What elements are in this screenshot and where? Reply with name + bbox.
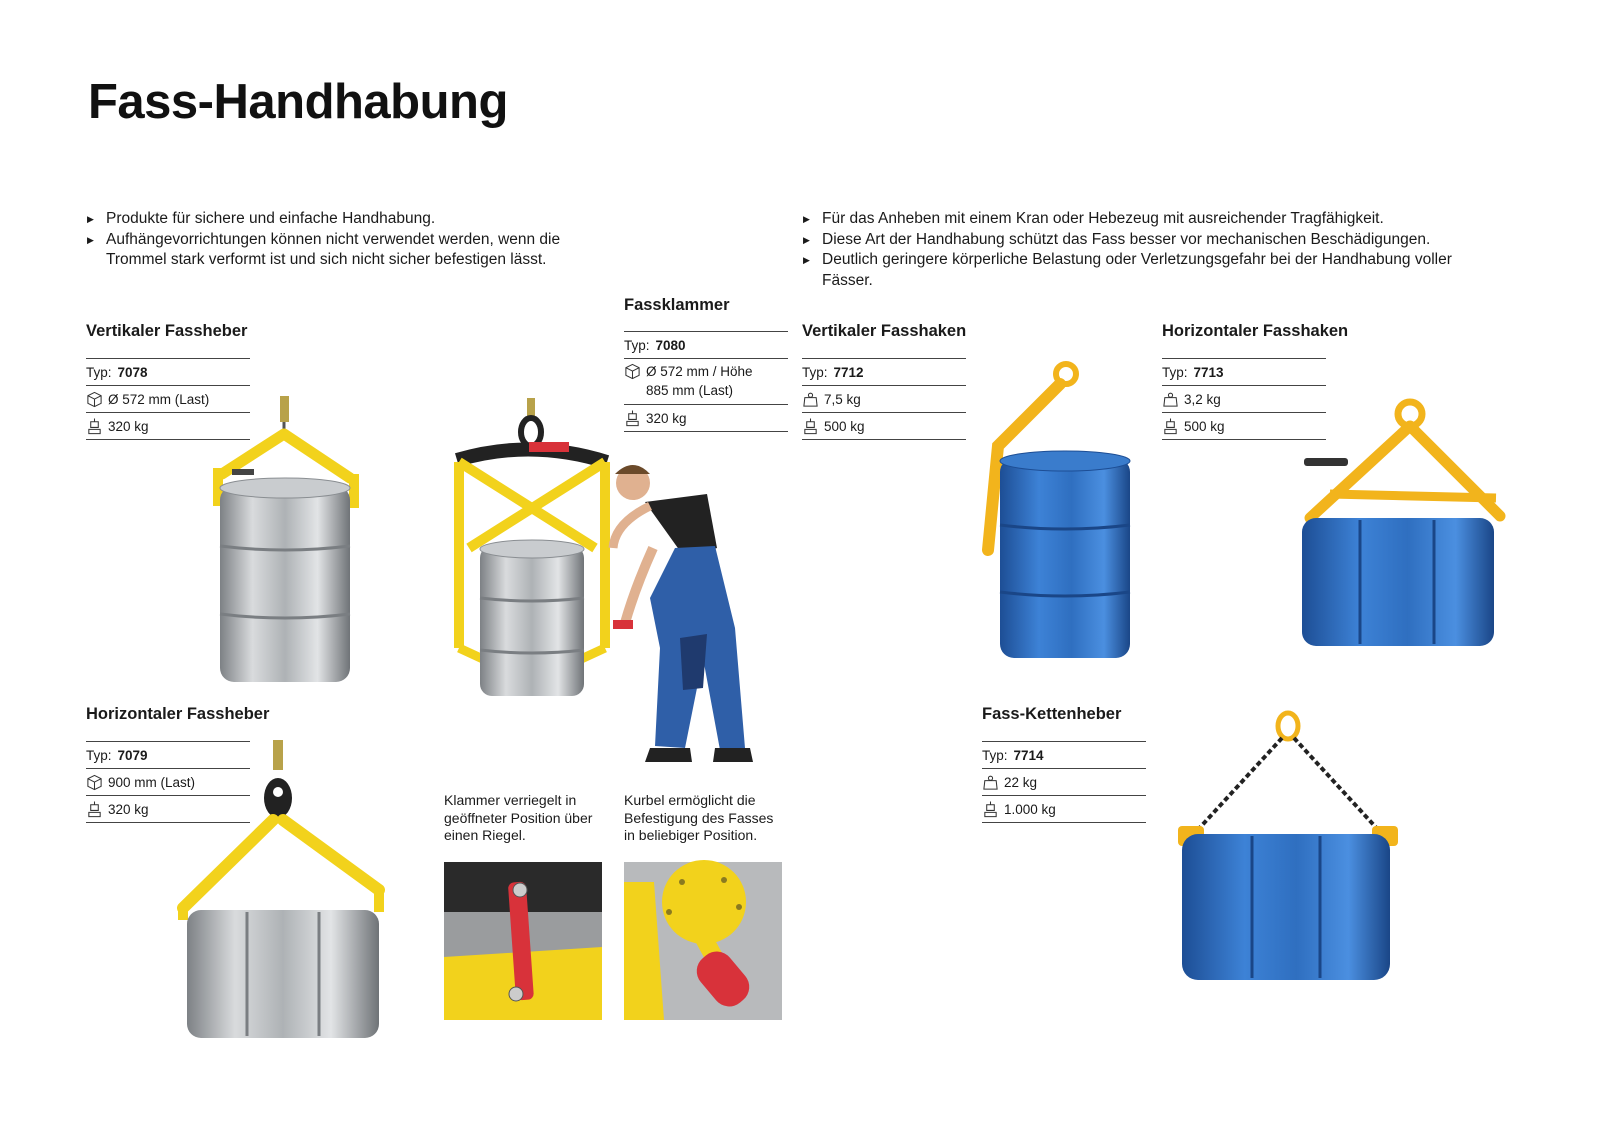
spec-row-weight bbox=[802, 386, 966, 413]
list-item: ▶ Produkte für sichere und einfache Handhabung. bbox=[86, 209, 606, 230]
capacity-value: 320 kg bbox=[646, 410, 687, 426]
size-value: 900 mm (Last) bbox=[108, 774, 196, 790]
dimension-icon bbox=[624, 362, 646, 380]
page-title: Fass-Handhabung bbox=[88, 75, 508, 129]
product-title-fassklammer: Fassklammer bbox=[624, 296, 730, 314]
spec-row-capacity bbox=[802, 413, 966, 440]
type-value: 7712 bbox=[833, 364, 864, 380]
intro-bullets-right bbox=[802, 209, 1492, 291]
spec-row-type bbox=[1162, 359, 1326, 386]
capacity-value: 320 kg bbox=[108, 801, 149, 817]
weight-icon bbox=[982, 774, 1004, 791]
list-item: ▶ Deutlich geringere körperliche Belastung oder Verletzungsgefahr bei der Handhabung voller Fässer. bbox=[802, 250, 1492, 291]
type-value: 7080 bbox=[655, 337, 686, 353]
product-image-7714 bbox=[1172, 712, 1402, 987]
type-label: Typ: bbox=[982, 747, 1008, 763]
weight-icon bbox=[1162, 391, 1184, 408]
product-title-fass-kettenheber: Fass-Kettenheber bbox=[982, 705, 1122, 723]
product-image-7713 bbox=[1300, 398, 1510, 658]
capacity-value: 500 kg bbox=[1184, 418, 1225, 434]
product-image-7712 bbox=[978, 360, 1138, 665]
type-label: Typ: bbox=[624, 337, 650, 353]
spec-table-7712 bbox=[802, 358, 966, 440]
dimension-icon bbox=[86, 774, 108, 791]
product-title-horizontaler-fasshaken: Horizontaler Fasshaken bbox=[1162, 322, 1349, 340]
weight-value: 3,2 kg bbox=[1184, 391, 1221, 407]
dimension-icon bbox=[86, 391, 108, 408]
product-title-vertikaler-fassheber: Vertikaler Fassheber bbox=[86, 322, 248, 340]
weight-value: 7,5 kg bbox=[824, 391, 861, 407]
list-item: ▶ Aufhängevorrichtungen können nicht verwendet werden, wenn die Trommel stark verformt ist und sich nicht sicher befestigen lässt. bbox=[86, 230, 606, 271]
capacity-value: 500 kg bbox=[824, 418, 865, 434]
caption-riegel: Klammer verriegelt in geöffneter Position über einen Riegel. bbox=[444, 792, 593, 843]
load-icon bbox=[1162, 418, 1184, 435]
spec-row-weight bbox=[982, 769, 1146, 796]
spec-row-type bbox=[624, 332, 788, 359]
detail-image-riegel bbox=[444, 862, 602, 1020]
product-image-7080 bbox=[445, 398, 775, 778]
type-label: Typ: bbox=[86, 364, 112, 380]
product-title-vertikaler-fasshaken: Vertikaler Fasshaken bbox=[802, 322, 967, 340]
type-value: 7714 bbox=[1013, 747, 1044, 763]
spec-row-type bbox=[982, 742, 1146, 769]
detail-image-kurbel bbox=[624, 862, 782, 1020]
type-value: 7078 bbox=[117, 364, 148, 380]
product-image-7078 bbox=[200, 396, 370, 691]
list-item: ▶ Diese Art der Handhabung schützt das Fass besser vor mechanischen Beschädigungen. bbox=[802, 230, 1492, 251]
type-value: 7713 bbox=[1193, 364, 1224, 380]
load-icon bbox=[982, 801, 1004, 818]
type-label: Typ: bbox=[86, 747, 112, 763]
load-icon bbox=[802, 418, 824, 435]
type-label: Typ: bbox=[802, 364, 828, 380]
spec-row-capacity bbox=[982, 796, 1146, 823]
load-icon bbox=[86, 418, 108, 435]
caption-kurbel: Kurbel ermöglicht die Befestigung des Fasses in beliebiger Position. bbox=[624, 792, 774, 843]
type-label: Typ: bbox=[1162, 364, 1188, 380]
size-value: Ø 572 mm (Last) bbox=[108, 391, 210, 407]
list-item: ▶ Für das Anheben mit einem Kran oder Hebezeug mit ausreichender Tragfähigkeit. bbox=[802, 209, 1492, 230]
product-title-horizontaler-fassheber: Horizontaler Fassheber bbox=[86, 705, 270, 723]
product-image-7079 bbox=[175, 740, 390, 1040]
load-icon bbox=[86, 801, 108, 818]
capacity-value: 320 kg bbox=[108, 418, 149, 434]
capacity-value: 1.000 kg bbox=[1004, 801, 1056, 817]
type-value: 7079 bbox=[117, 747, 148, 763]
spec-row-type bbox=[86, 359, 250, 386]
size-value: Ø 572 mm / Höhe 885 mm (Last) bbox=[646, 364, 753, 398]
spec-table-7714 bbox=[982, 741, 1146, 823]
intro-bullets-left bbox=[86, 209, 606, 271]
spec-row-type bbox=[802, 359, 966, 386]
weight-icon bbox=[802, 391, 824, 408]
weight-value: 22 kg bbox=[1004, 774, 1038, 790]
